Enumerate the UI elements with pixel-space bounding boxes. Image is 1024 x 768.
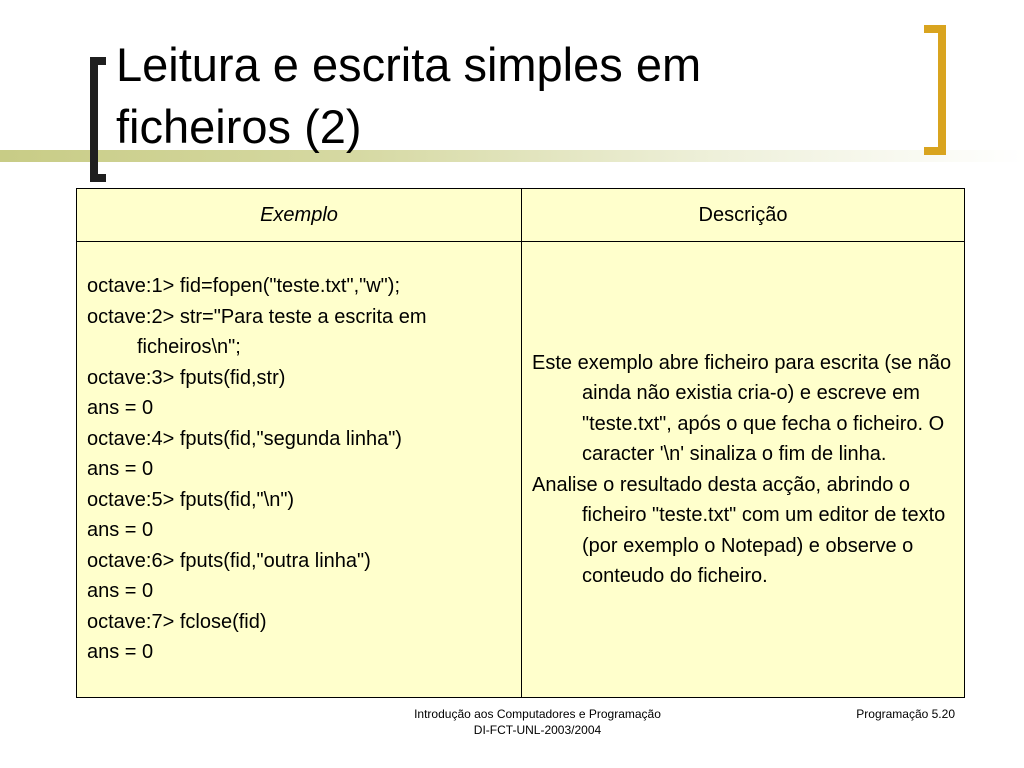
description-paragraph: Este exemplo abre ficheiro para escrita (se não ainda não existia cria-o) e escreve em "teste.txt", após o que fecha o ficheiro. O caracter '\n' sinaliza o fim de linha.	[532, 351, 952, 465]
header-description: Descrição	[522, 189, 965, 242]
description-text	[522, 348, 964, 592]
description-paragraph: Analise o resultado desta acção, abrindo o ficheiro "teste.txt" com um editor de texto (por exemplo o Notepad) e observe o conteudo do ficheiro.	[532, 473, 946, 587]
example-line: ans = 0	[87, 458, 154, 481]
example-line: octave:7> fclose(fid)	[87, 610, 267, 633]
example-line: octave:3> fputs(fid,str)	[87, 366, 286, 389]
example-line: ans = 0	[87, 641, 154, 664]
header-example: Exemplo	[77, 189, 522, 242]
example-line: octave:6> fputs(fid,"outra linha")	[87, 549, 371, 572]
example-line: ans = 0	[87, 397, 154, 420]
table-body-row	[77, 242, 965, 698]
example-line: ans = 0	[87, 580, 154, 603]
example-line: octave:1> fid=fopen("teste.txt","w");	[87, 275, 400, 298]
description-cell	[522, 242, 965, 698]
footer-slide-number: Programação 5.20	[856, 707, 955, 721]
example-line: octave:2> str="Para teste a escrita em ficheiros\n";	[87, 305, 427, 359]
footer-course: Introdução aos Computadores e Programação	[414, 707, 661, 721]
example-table	[76, 188, 965, 698]
slide-title	[116, 34, 916, 158]
slide-title-line-2: ficheiros (2)	[116, 100, 362, 153]
example-line: octave:4> fputs(fid,"segunda linha")	[87, 427, 402, 450]
left-bracket-decoration	[90, 57, 106, 182]
example-line: ans = 0	[87, 519, 154, 542]
slide-title-line-1: Leitura e escrita simples em	[116, 38, 702, 91]
footer-course-info	[380, 706, 695, 738]
example-cell	[77, 242, 522, 698]
example-code-lines	[77, 271, 521, 668]
example-line: octave:5> fputs(fid,"\n")	[87, 488, 295, 511]
right-bracket-decoration	[924, 25, 946, 155]
footer-department: DI-FCT-UNL-2003/2004	[473, 723, 602, 737]
table-header-row	[77, 189, 965, 242]
